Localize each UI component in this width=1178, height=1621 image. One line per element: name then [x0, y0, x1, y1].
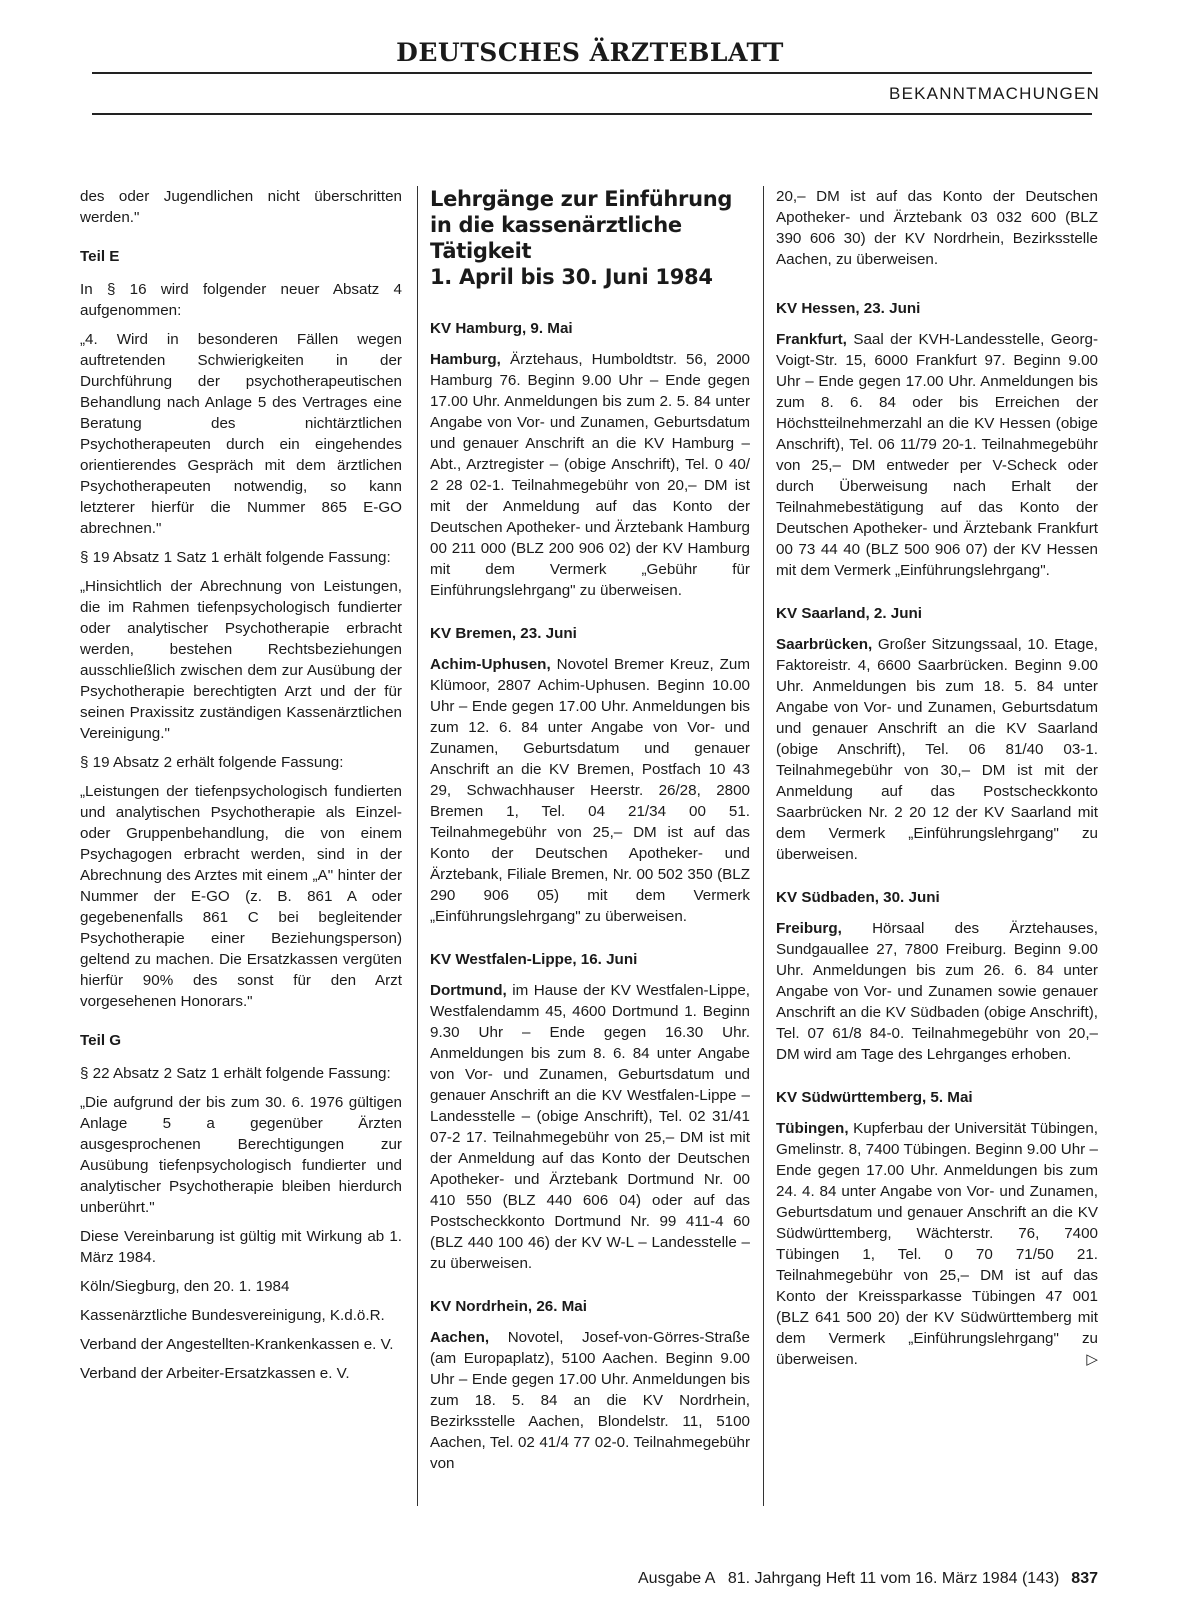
paragraph: § 22 Absatz 2 Satz 1 erhält folgende Fassung:: [80, 1065, 391, 1082]
kv-heading-westfalen-lippe: KV Westfalen-Lippe, 16. Juni: [430, 951, 638, 968]
column-divider-2: [763, 186, 764, 1506]
kv-text: im Hause der KV Westfalen-Lippe, Westfalendamm 45, 4600 Dortmund 1. Beginn 9.30 Uhr – Ende gegen 16.30 Uhr. Anmeldungen bis zum 8. 6. 84 unter Angabe von Vor- und Zunamen, Geburtsdatum und genauer Anschrift an die KV Westfalen-Lippe – Landesstelle – (obige Anschrift), Tel. 02 31/41 07-2 17. Teilnahmegebühr von 25,– DM ist mit der Anmeldung auf das Konto der Deutschen Apotheker- und Ärztebank Dortmund Nr. 00 410 550 (BLZ 440 606 04) oder auf das Postscheckkonto Dortmund Nr. 99 411-4 60 (BLZ 440 100 46) der KV W-L – Landesstelle – zu überweisen.: [430, 982, 750, 1272]
paragraph: In § 16 wird folgender neuer Absatz 4 aufgenommen:: [80, 281, 402, 319]
paragraph: § 19 Absatz 1 Satz 1 erhält folgende Fassung:: [80, 549, 391, 566]
kv-place: Saarbrücken,: [776, 636, 873, 653]
heading-teil-e: Teil E: [80, 248, 120, 265]
kv-place: Freiburg,: [776, 920, 842, 937]
kv-text: Novotel, Josef-von-Görres-Straße (am Europaplatz), 5100 Aachen. Beginn 9.00 Uhr – Ende gegen 17.00 Uhr. Anmeldungen bis zum 18. 5. 84 an die KV Nordrhein, Bezirksstelle Aachen, Blondelstr. 11, 5100 Aachen, Tel. 02 41/4 77 02-0. Teilnahmegebühr von: [430, 1329, 750, 1472]
kv-heading-suedbaden: KV Südbaden, 30. Juni: [776, 889, 940, 906]
kv-place: Dortmund,: [430, 982, 507, 999]
kv-paragraph: [430, 654, 750, 927]
kv-paragraph: [776, 329, 1098, 581]
kv-place: Tübingen,: [776, 1120, 849, 1137]
kv-text: Novotel Bremer Kreuz, Zum Klümoor, 2807 Achim-Uphusen. Beginn 10.00 Uhr – Ende gegen 17.00 Uhr. Anmeldungen bis zum 12. 6. 84 unter Angabe von Vor- und Zunamen, Geburtsdatum und genauer Anschrift an die KV Bremen, Postfach 10 43 29, Schwachhauser Heerstr. 26/28, 2800 Bremen 1, Tel. 04 21/34 00 51. Teilnahmegebühr von 25,– DM ist auf das Konto der Deutschen Apotheker- und Ärztebank, Filiale Bremen, Nr. 00 502 350 (BLZ 290 906 05) mit dem Vermerk „Einführungslehrgang" zu überweisen.: [430, 656, 750, 925]
paragraph: Köln/Siegburg, den 20. 1. 1984: [80, 1278, 290, 1295]
kv-text: Großer Sitzungssaal, 10. Etage, Faktoreistr. 4, 6600 Saarbrücken. Beginn 9.00 Uhr. Anmeldungen bis zum 18. 5. 84 unter Angabe von Vor- und Zunamen, Geburtsdatum und genauer Anschrift an die KV Saarland (obige Anschrift), Tel. 06 81/40 03-1. Teilnahmegebühr von 30,– DM ist mit der Anmeldung auf das Postscheckkonto Saarbrücken Nr. 2 20 12 der KV Saarland mit dem Vermerk „Einführungslehrgang" zu überweisen.: [776, 636, 1098, 863]
kv-place: Frankfurt,: [776, 331, 847, 348]
kv-paragraph: [430, 1327, 750, 1474]
paragraph: § 19 Absatz 2 erhält folgende Fassung:: [80, 754, 344, 771]
paragraph: Diese Vereinbarung ist gültig mit Wirkung ab 1. März 1984.: [80, 1228, 402, 1266]
kv-text: Saal der KVH-Landesstelle, Georg-Voigt-Str. 15, 6000 Frankfurt 97. Beginn 9.00 Uhr – Ende gegen 17.00 Uhr. Anmeldungen bis zum 8. 6. 84 oder bis Erreichen der Höchstteilnehmerzahl an die KV Hessen (obige Anschrift), Tel. 06 11/79 20-1. Teilnahmegebühr von 25,– DM entweder per V-Scheck oder durch Überweisung nach Erhalt der Teilnahmebestätigung auf das Konto der Deutschen Apotheker- und Ärztebank Frankfurt 00 73 44 40 (BLZ 500 906 07) der KV Hessen mit dem Vermerk „Einführungslehrgang".: [776, 331, 1098, 579]
kv-paragraph: [430, 980, 750, 1274]
kv-place: Achim-Uphusen,: [430, 656, 551, 673]
kv-paragraph: [776, 1118, 1098, 1370]
article-title-line: Lehrgänge zur Einführung: [430, 187, 733, 211]
kv-heading-hamburg: KV Hamburg, 9. Mai: [430, 320, 573, 337]
kv-text: Kupferbau der Universität Tübingen, Gmelinstr. 8, 7400 Tübingen. Beginn 9.00 Uhr – Ende gegen 17.00 Uhr. Anmeldungen bis zum 24. 4. 84 unter Angabe von Vor- und Zunamen, Geburtsdatum und genauer Anschrift an die KV Südwürttemberg, Wächterstr. 76, 7400 Tübingen 1, Tel. 0 70 71/50 21. Teilnahmegebühr von 25,– DM ist auf das Konto der Kreissparkasse Tübingen 47 001 (BLZ 641 500 20) der KV Südwürttemberg mit dem Vermerk „Einführungslehrgang" zu überweisen.: [776, 1120, 1098, 1368]
page-number: 837: [1071, 1570, 1098, 1587]
paragraph: „Die aufgrund der bis zum 30. 6. 1976 gültigen Anlage 5 a gegenüber Ärzten ausgesprochenen Berechtigungen zur Ausübung tiefenpsychologisch fundierter und analytischer Psychotherapie bleiben hierdurch unberührt.": [80, 1094, 402, 1216]
page-footer: [638, 1570, 1098, 1588]
paragraph: „4. Wird in besonderen Fällen wegen auftretenden Schwierigkeiten in der Durchführung der psychotherapeutischen Behandlung nach Anlage 5 des Vertrages eine Beratung des nichtärztlichen Psychotherapeuten durch ein eingehendes orientierendes Gespräch mit dem ärztlichen Psychotherapeuten notwendig, so kann letzterer hierfür die Nummer 865 E-GO abrechnen.": [80, 331, 402, 537]
kv-heading-bremen: KV Bremen, 23. Juni: [430, 625, 577, 642]
kv-heading-nordrhein: KV Nordrhein, 26. Mai: [430, 1298, 587, 1315]
article-title-line: in die kassenärztliche Tätigkeit: [430, 213, 682, 263]
issue-info: Ausgabe A 81. Jahrgang Heft 11 vom 16. März 1984 (143): [638, 1570, 1060, 1587]
paragraph: Verband der Angestellten-Krankenkassen e. V.: [80, 1336, 394, 1353]
kv-text: Hörsaal des Ärztehauses, Sundgauallee 27, 7800 Freiburg. Beginn 9.00 Uhr. Anmeldungen bis zum 26. 6. 84 unter Angabe von Vor- und Zunamen sowie genauer Anschrift an die KV Südbaden (obige Anschrift), Tel. 07 61/8 84-0. Teilnahmegebühr von 20,– DM wird am Tage des Lehrganges erhoben.: [776, 920, 1098, 1063]
paragraph: Kassenärztliche Bundesvereinigung, K.d.ö.R.: [80, 1307, 385, 1324]
column-1: [80, 186, 402, 1392]
column-divider-1: [417, 186, 418, 1506]
kv-heading-suedwuerttemberg: KV Südwürttemberg, 5. Mai: [776, 1089, 973, 1106]
kv-place: Hamburg,: [430, 351, 501, 368]
kv-place: Aachen,: [430, 1329, 490, 1346]
paragraph: „Hinsichtlich der Abrechnung von Leistungen, die im Rahmen tiefenpsychologisch fundierter oder analytischer Psychotherapie erbracht werden, bestehen Rechtsbeziehungen ausschließlich zwischen dem zur Ausübung der Psychotherapie berechtigten Arzt und der für seinen Praxissitz zuständigen Kassenärztlichen Vereinigung.": [80, 578, 402, 742]
masthead-title: DEUTSCHES ÄRZTEBLATT: [396, 38, 784, 67]
paragraph: 20,– DM ist auf das Konto der Deutschen Apotheker- und Ärztebank 03 032 600 (BLZ 390 606 30) der KV Nordrhein, Bezirksstelle Aachen, zu überweisen.: [776, 188, 1098, 268]
section-title: BEKANNTMACHUNGEN: [889, 84, 1100, 103]
header-rule-top: [92, 72, 1092, 74]
kv-heading-saarland: KV Saarland, 2. Juni: [776, 605, 923, 622]
kv-paragraph: [430, 349, 750, 601]
kv-text: Ärztehaus, Humboldtstr. 56, 2000 Hamburg 76. Beginn 9.00 Uhr – Ende gegen 17.00 Uhr. Anmeldungen bis zum 2. 5. 84 unter Angabe von Vor- und Zunamen, Geburtsdatum und genauer Anschrift an die KV Hamburg – Abt., Arztregister – (obige Anschrift), Tel. 0 40/ 2 28 02-1. Teilnahmegebühr von 20,– DM ist mit der Anmeldung auf das Konto der Deutschen Apotheker- und Ärztebank Hamburg 00 211 000 (BLZ 200 906 02) der KV Hamburg mit dem Vermerk „Gebühr für Einführungslehrgang" zu überweisen.: [430, 351, 750, 599]
column-2: [430, 186, 750, 1482]
continue-arrow-icon: ▷: [1086, 1351, 1098, 1368]
heading-teil-g: Teil G: [80, 1032, 122, 1049]
paragraph: „Leistungen der tiefenpsychologisch fundierten und analytischen Psychotherapie als Einzel- oder Gruppenbehandlung, die von einem Psychagogen erbracht werden, sind in der Abrechnung des Arztes mit einem „A" hinter der Nummer der E-GO (z. B. 861 A oder gegebenenfalls 861 C bei begleitender Psychotherapie einer Beziehungsperson) geltend zu machen. Die Ersatzkassen vergüten hierfür 90% des sonst für den Arzt vorgesehenen Honorars.": [80, 783, 402, 1010]
article-title-line: 1. April bis 30. Juni 1984: [430, 265, 713, 289]
paragraph: Verband der Arbeiter-Ersatzkassen e. V.: [80, 1365, 350, 1382]
kv-paragraph: [776, 634, 1098, 865]
header-rule-bottom: [92, 113, 1092, 115]
column-3: [776, 186, 1098, 1378]
kv-heading-hessen: KV Hessen, 23. Juni: [776, 300, 921, 317]
article-title: [430, 186, 750, 290]
paragraph: des oder Jugendlichen nicht überschritten werden.": [80, 188, 402, 226]
kv-paragraph: [776, 918, 1098, 1065]
